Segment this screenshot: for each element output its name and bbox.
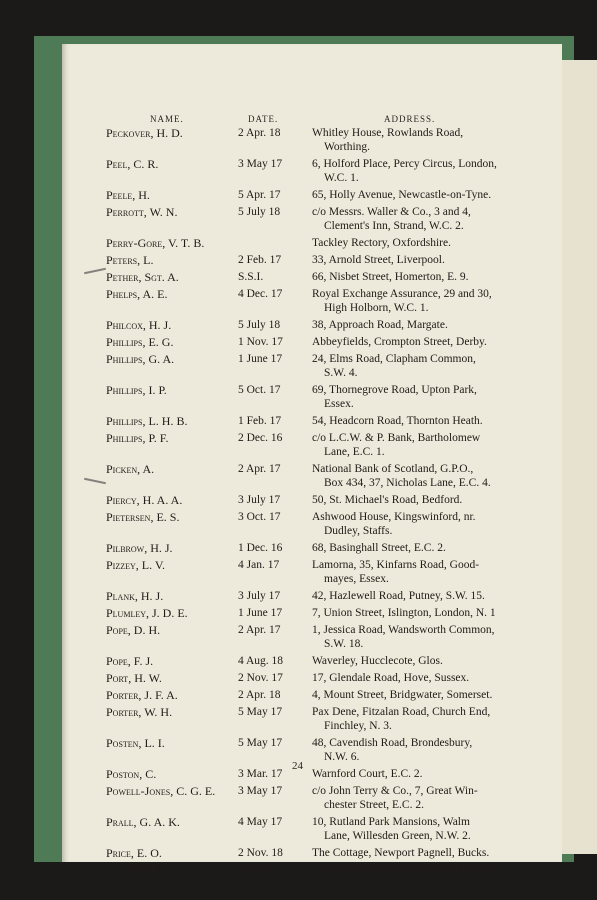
entry-address xyxy=(312,815,532,843)
entry-address xyxy=(312,188,532,202)
entry-name: Phillips, E. G. xyxy=(106,335,174,349)
list-item xyxy=(0,671,597,688)
list-item xyxy=(0,352,597,383)
entry-date: 2 Feb. 17 xyxy=(238,254,282,266)
address-line: 68, Basinghall Street, E.C. 2. xyxy=(312,542,446,554)
entry-name: Peters, L. xyxy=(106,253,154,267)
entry-date: 5 July 18 xyxy=(238,864,281,876)
list-item xyxy=(0,253,597,270)
entry-date: 3 May 17 xyxy=(238,158,283,170)
entry-date: 1 Dec. 16 xyxy=(238,542,283,554)
entry-address xyxy=(312,510,532,538)
entry-name: Phillips, G. A. xyxy=(106,352,175,366)
address-line: 38, Approach Road, Margate. xyxy=(312,319,448,331)
entry-date: 2 Apr. 17 xyxy=(238,624,281,636)
entry-date: 5 May 17 xyxy=(238,706,283,718)
address-line: 33, Arnold Street, Liverpool. xyxy=(312,254,445,266)
entry-address xyxy=(312,558,532,586)
entry-address xyxy=(312,688,532,702)
address-line: 66, Nisbet Street, Homerton, E. 9. xyxy=(312,271,469,283)
entry-address xyxy=(312,623,532,651)
entry-date: 3 Oct. 17 xyxy=(238,511,281,523)
entry-address xyxy=(312,589,532,603)
entry-date: 2 Nov. 17 xyxy=(238,672,283,684)
address-line: 48, Cavendish Road, Brondesbury, xyxy=(312,737,473,749)
entry-name: Phillips, L. H. B. xyxy=(106,414,188,428)
entry-date: 2 Apr. 18 xyxy=(238,689,281,701)
address-line: Abbeyfields, Crompton Street, Derby. xyxy=(312,336,487,348)
list-item xyxy=(0,287,597,318)
address-line: c/o L.C.W. & P. Bank, Bartholomew xyxy=(312,432,481,444)
entry-address xyxy=(312,270,532,284)
address-line: S.W. 18. xyxy=(324,638,364,650)
address-line: Royal Exchange Assurance, 29 and 30, xyxy=(312,288,492,300)
address-line: Maesycold, Maisycwmmed, via Cardiff. xyxy=(312,864,498,876)
list-item xyxy=(0,188,597,205)
entry-name: Plank, H. J. xyxy=(106,589,164,603)
address-line: Ashwood House, Kingswinford, nr. xyxy=(312,511,476,523)
list-item xyxy=(0,784,597,815)
entry-name: Powell-Jones, C. G. E. xyxy=(106,784,216,798)
entry-address xyxy=(312,383,532,411)
entry-address xyxy=(312,767,532,781)
address-line: S.W. 4. xyxy=(324,367,358,379)
entry-address xyxy=(312,541,532,555)
list-item xyxy=(0,863,597,880)
entry-name: Pietersen, E. S. xyxy=(106,510,180,524)
entry-date: 2 Dec. 16 xyxy=(238,432,283,444)
entry-name: Phelps, A. E. xyxy=(106,287,168,301)
entry-date: 3 July 17 xyxy=(238,590,281,602)
entry-address xyxy=(312,606,532,620)
entry-name: Pope, F. J. xyxy=(106,654,154,668)
list-item xyxy=(0,335,597,352)
address-line: N.W. 6. xyxy=(324,751,360,763)
list-item xyxy=(0,558,597,589)
entry-name: Prall, G. A. K. xyxy=(106,815,180,829)
entry-address xyxy=(312,205,532,233)
address-line: The Cottage, Newport Pagnell, Bucks. xyxy=(312,847,490,859)
address-line: c/o Messrs. Waller & Co., 3 and 4, xyxy=(312,206,471,218)
address-line: Worthing. xyxy=(324,141,371,153)
entry-name: Plumley, J. D. E. xyxy=(106,606,188,620)
entry-name: Poston, C. xyxy=(106,767,157,781)
address-line: Tackley Rectory, Oxfordshire. xyxy=(312,237,451,249)
entry-name: Peckover, H. D. xyxy=(106,126,183,140)
entry-name: Phillips, P. F. xyxy=(106,431,169,445)
address-line: 17, Glendale Road, Hove, Sussex. xyxy=(312,672,470,684)
list-item xyxy=(0,589,597,606)
address-line: 54, Headcorn Road, Thornton Heath. xyxy=(312,415,483,427)
entry-date: 5 Apr. 17 xyxy=(238,189,281,201)
address-line: 65, Holly Avenue, Newcastle-on-Tyne. xyxy=(312,189,492,201)
list-item xyxy=(0,236,597,253)
entry-name: Pizzey, L. V. xyxy=(106,558,166,572)
list-item xyxy=(0,318,597,335)
entry-address xyxy=(312,493,532,507)
entry-name: Peel, C. R. xyxy=(106,157,159,171)
entry-address xyxy=(312,236,532,250)
entry-name: Piercy, H. A. A. xyxy=(106,493,183,507)
address-line: 69, Thornegrove Road, Upton Park, xyxy=(312,384,477,396)
entry-address xyxy=(312,671,532,685)
address-line: 1, Jessica Road, Wandsworth Common, xyxy=(312,624,495,636)
address-line: Essex. xyxy=(324,398,354,410)
list-item xyxy=(0,414,597,431)
entry-name: Porter, W. H. xyxy=(106,705,173,719)
entry-name: Porter, J. F. A. xyxy=(106,688,178,702)
list-item xyxy=(0,705,597,736)
entry-date: 3 Mar. 17 xyxy=(238,768,283,780)
entry-date: 5 May 17 xyxy=(238,737,283,749)
entry-name: Pether, Sgt. A. xyxy=(106,270,179,284)
address-line: Lane, E.C. 1. xyxy=(324,446,385,458)
address-line: Clement's Inn, Strand, W.C. 2. xyxy=(324,220,464,232)
list-item xyxy=(0,815,597,846)
address-line: 50, St. Michael's Road, Bedford. xyxy=(312,494,463,506)
list-item xyxy=(0,462,597,493)
entry-name: Phillips, I. P. xyxy=(106,383,167,397)
entry-address xyxy=(312,736,532,764)
address-line: Lamorna, 35, Kinfarns Road, Good- xyxy=(312,559,480,571)
address-line: 10, Rutland Park Mansions, Walm xyxy=(312,816,470,828)
entry-date: 1 Feb. 17 xyxy=(238,415,282,427)
header-name: NAME. xyxy=(150,114,184,124)
list-item xyxy=(0,541,597,558)
entry-date: 4 Aug. 18 xyxy=(238,655,284,667)
address-line: Lane, Willesden Green, N.W. 2. xyxy=(324,830,471,842)
entry-date: 5 Oct. 17 xyxy=(238,384,281,396)
address-line: W.C. 1. xyxy=(324,172,359,184)
entry-date: 3 July 17 xyxy=(238,494,281,506)
address-line: 6, Holford Place, Percy Circus, London, xyxy=(312,158,497,170)
address-line: chester Street, E.C. 2. xyxy=(324,799,424,811)
entry-address xyxy=(312,126,532,154)
list-item xyxy=(0,623,597,654)
entry-name: Pope, D. H. xyxy=(106,623,161,637)
list-item xyxy=(0,688,597,705)
entry-date: S.S.I. xyxy=(238,271,264,283)
entry-name: Philcox, H. J. xyxy=(106,318,172,332)
address-line: 42, Hazlewell Road, Putney, S.W. 15. xyxy=(312,590,485,602)
address-line: Dudley, Staffs. xyxy=(324,525,393,537)
entry-address xyxy=(312,705,532,733)
entry-date: 5 July 18 xyxy=(238,319,281,331)
address-line: Pax Dene, Fitzalan Road, Church End, xyxy=(312,706,491,718)
list-item xyxy=(0,205,597,236)
entry-address xyxy=(312,335,532,349)
entry-address xyxy=(312,414,532,428)
address-line: Waverley, Hucclecote, Glos. xyxy=(312,655,443,667)
entry-date: 1 Nov. 17 xyxy=(238,336,283,348)
page-number: 24 xyxy=(292,760,303,772)
list-item xyxy=(0,606,597,623)
header-address: ADDRESS. xyxy=(384,114,436,124)
address-line: Finchley, N. 3. xyxy=(324,720,392,732)
entry-date: 2 Nov. 18 xyxy=(238,847,283,859)
entry-address xyxy=(312,846,532,860)
address-line: National Bank of Scotland, G.P.O., xyxy=(312,463,474,475)
entry-address xyxy=(312,318,532,332)
entry-address xyxy=(312,287,532,315)
entry-name: Pilbrow, H. J. xyxy=(106,541,173,555)
header-date: DATE. xyxy=(248,114,279,124)
list-item xyxy=(0,654,597,671)
entry-address xyxy=(312,352,532,380)
list-item xyxy=(0,846,597,863)
list-item xyxy=(0,493,597,510)
entry-name: Picken, A. xyxy=(106,462,155,476)
address-line: c/o John Terry & Co., 7, Great Win- xyxy=(312,785,478,797)
entry-name: Perry-Gore, V. T. B. xyxy=(106,236,205,250)
list-item xyxy=(0,383,597,414)
entry-name: Posten, L. I. xyxy=(106,736,165,750)
entry-name: Peele, H. xyxy=(106,188,150,202)
address-line: Whitley House, Rowlands Road, xyxy=(312,127,464,139)
entry-address xyxy=(312,654,532,668)
list-item xyxy=(0,510,597,541)
entry-date: 5 July 18 xyxy=(238,206,281,218)
entry-date: 4 May 17 xyxy=(238,816,283,828)
entry-name: Perrott, W. N. xyxy=(106,205,178,219)
address-line: mayes, Essex. xyxy=(324,573,389,585)
entry-address xyxy=(312,462,532,490)
list-item xyxy=(0,157,597,188)
entry-date: 1 June 17 xyxy=(238,353,283,365)
address-line: Warnford Court, E.C. 2. xyxy=(312,768,423,780)
entry-address xyxy=(312,784,532,812)
entry-date: 4 Jan. 17 xyxy=(238,559,280,571)
entry-address xyxy=(312,157,532,185)
address-line: 7, Union Street, Islington, London, N. 1 xyxy=(312,607,496,619)
entry-date: 2 Apr. 18 xyxy=(238,127,281,139)
entry-name: Price, T. T. xyxy=(106,863,159,877)
entry-address xyxy=(312,863,532,877)
list-item xyxy=(0,431,597,462)
address-line: 4, Mount Street, Bridgwater, Somerset. xyxy=(312,689,493,701)
entry-date: 2 Apr. 17 xyxy=(238,463,281,475)
entry-date: 1 June 17 xyxy=(238,607,283,619)
list-item xyxy=(0,126,597,157)
entry-name: Price, E. O. xyxy=(106,846,162,860)
entry-address xyxy=(312,431,532,459)
entry-date: 3 May 17 xyxy=(238,785,283,797)
entry-name: Port, H. W. xyxy=(106,671,162,685)
entry-address xyxy=(312,253,532,267)
entry-date: 4 Dec. 17 xyxy=(238,288,283,300)
address-line: High Holborn, W.C. 1. xyxy=(324,302,429,314)
address-line: 24, Elms Road, Clapham Common, xyxy=(312,353,476,365)
address-line: Box 434, 37, Nicholas Lane, E.C. 4. xyxy=(324,477,491,489)
